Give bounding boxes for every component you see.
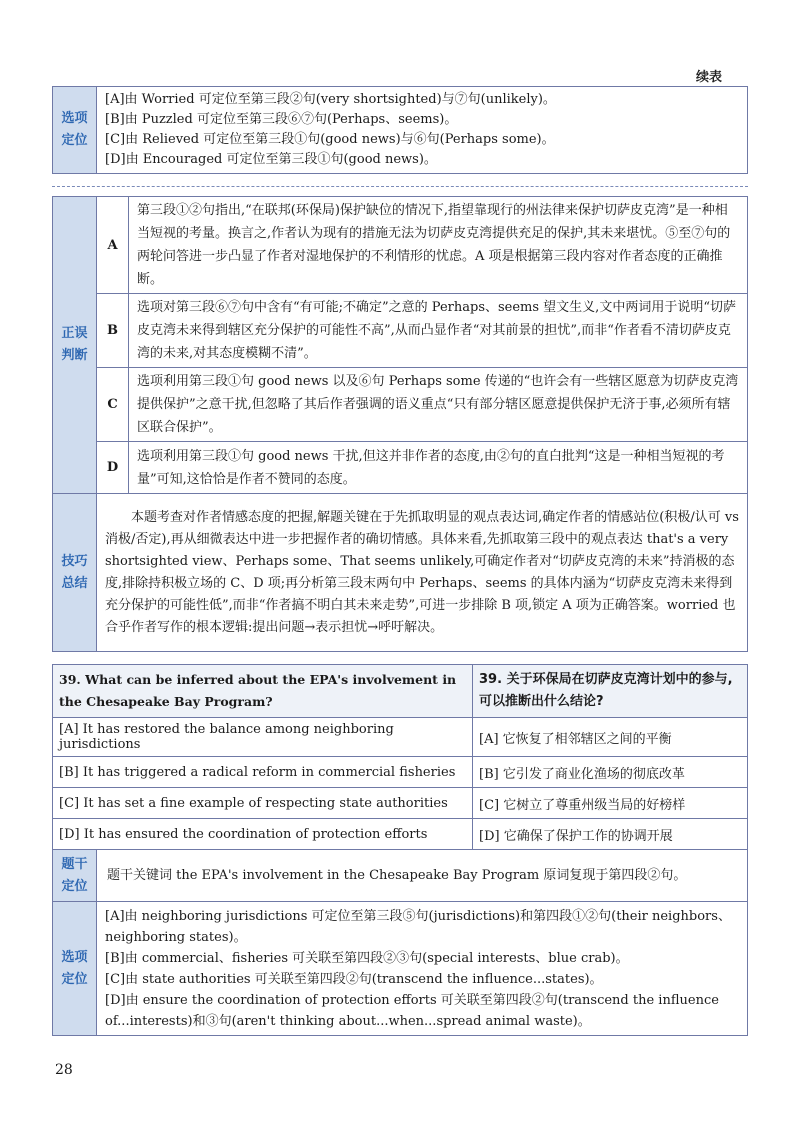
- option-d-en: [D] It has ensured the coordination of protection efforts: [53, 819, 473, 850]
- location-line-b: [B]由 Puzzled 可定位至第三段⑥⑦句(Perhaps、seems)。: [105, 112, 458, 127]
- judge-label-line-2: 判断: [61, 348, 88, 363]
- location-line-c: [C]由 Relieved 可定位至第三段①句(good news)与⑥句(Perhaps some)。: [105, 132, 555, 147]
- option-c-cn: [C] 它树立了尊重州级当局的好榜样: [473, 788, 748, 819]
- question-table: [52, 664, 748, 1036]
- tips-label-line-2: 总结: [61, 575, 88, 591]
- locate-line-b: [B]由 commercial、fisheries 可关联至第四段②③句(special interests、blue crab)。: [105, 950, 629, 966]
- locate-line-a: [A]由 neighboring jurisdictions 可定位至第三段⑤句(jurisdictions)和第四段①②句(their neighbors、neighboring states)。: [105, 908, 731, 945]
- question-en: 39. What can be inferred about the EPA's involvement in the Chesapeake Bay Program?: [53, 665, 473, 718]
- tips-text: 本题考查对作者情感态度的把握,解题关键在于先抓取明显的观点表达词,确定作者的情感站位(积极/认可 vs 消极/否定),再从细微表达中进一步把握作者的确切情感。具体来看,先抓取第三段中的观点表达 that's a very shortsighted view、Perhaps some、That seems unlikely,可确定作者对“切萨皮克湾的未来”持消极的态度,排除持积极立场的 C、D 项;再分析第三段末两句中 Perhaps、seems 的具体内涵为“切萨皮克湾未来得到充分保护的可能性低”,而非“作者搞不明白其未来走势”,可进一步排除 B 项,锁定 A 项为正确答案。worried 也合乎作者写作的根本逻辑:提出问题→表示担忧→呼吁解决。: [97, 494, 748, 652]
- row-letter-b: B: [97, 294, 129, 368]
- row-text-c: 选项利用第三段①句 good news 以及⑥句 Perhaps some 传递的“也许会有一些辖区愿意为切萨皮克湾提供保护”之意干扰,但忽略了其后作者强调的语义重点“只有部分辖区愿意提供保护无济于事,必须所有辖区联合保护”。: [129, 368, 748, 442]
- location-line-a: [A]由 Worried 可定位至第三段②句(very shortsighted)与⑦句(unlikely)。: [105, 92, 556, 107]
- option-location-table: [52, 86, 748, 174]
- stem-label-line-2: 定位: [61, 878, 88, 894]
- row-letter-d: D: [97, 442, 129, 494]
- stem-location-text: 题干关键词 the EPA's involvement in the Chesapeake Bay Program 原词复现于第四段②句。: [97, 850, 748, 902]
- page-number: 28: [55, 1062, 73, 1078]
- option-a-en: [A] It has restored the balance among neighboring jurisdictions: [53, 718, 473, 757]
- option-d-cn: [D] 它确保了保护工作的协调开展: [473, 819, 748, 850]
- tips-label: [53, 494, 97, 652]
- stem-label-line-1: 题干: [61, 856, 88, 872]
- tips-label-line-1: 技巧: [61, 553, 88, 569]
- row-letter-a: A: [97, 197, 129, 294]
- judge-label-line-1: 正误: [61, 326, 88, 341]
- locate-line-d: [D]由 ensure the coordination of protection efforts 可关联至第四段②句(transcend the influence of...interests)和③句(aren't thinking about...when...spread animal waste)。: [105, 992, 719, 1029]
- row-text-a: 第三段①②句指出,“在联邦(环保局)保护缺位的情况下,指望靠现行的州法律来保护切萨皮克湾”是一种相当短视的考量。换言之,作者认为现有的措施无法为切萨皮克湾提供充足的保护,其未来堪忧。⑤至⑦句的两轮问答进一步凸显了作者对湿地保护的不利情形的忧虑。A 项是根据第三段内容对作者态度的正确推断。: [129, 197, 748, 294]
- row-text-d: 选项利用第三段①句 good news 干扰,但这并非作者的态度,由②句的直白批判“这是一种相当短视的考量”可知,这恰恰是作者不赞同的态度。: [129, 442, 748, 494]
- section-divider: [52, 186, 748, 187]
- option-location-label: [53, 87, 97, 174]
- option-locate-content: [97, 902, 748, 1036]
- option-a-cn: [A] 它恢复了相邻辖区之间的平衡: [473, 718, 748, 757]
- option-b-cn: [B] 它引发了商业化渔场的彻底改革: [473, 757, 748, 788]
- locate-label-line-1: 选项: [61, 949, 88, 965]
- option-location-content: [97, 87, 748, 174]
- locate-label-line-2: 定位: [61, 971, 88, 987]
- label-line-2: 定位: [61, 133, 88, 148]
- judgement-table: [52, 196, 748, 652]
- option-b-en: [B] It has triggered a radical reform in commercial fisheries: [53, 757, 473, 788]
- location-line-d: [D]由 Encouraged 可定位至第三段①句(good news)。: [105, 152, 437, 167]
- stem-location-label: [53, 850, 97, 902]
- continued-label: 续表: [695, 70, 722, 85]
- row-text-b: 选项对第三段⑥⑦句中含有“有可能;不确定”之意的 Perhaps、seems 望文生义,文中两词用于说明“切萨皮克湾未来得到辖区充分保护的可能性不高”,从而凸显作者“对其前景的担忧”,而非“作者看不清切萨皮克湾的未来,对其态度模糊不清”。: [129, 294, 748, 368]
- locate-line-c: [C]由 state authorities 可关联至第四段②句(transcend the influence...states)。: [105, 971, 603, 987]
- judgement-label: [53, 197, 97, 494]
- question-cn: 39. 关于环保局在切萨皮克湾计划中的参与,可以推断出什么结论?: [473, 665, 748, 718]
- option-locate-label: [53, 902, 97, 1036]
- label-line-1: 选项: [61, 111, 88, 126]
- option-c-en: [C] It has set a fine example of respecting state authorities: [53, 788, 473, 819]
- row-letter-c: C: [97, 368, 129, 442]
